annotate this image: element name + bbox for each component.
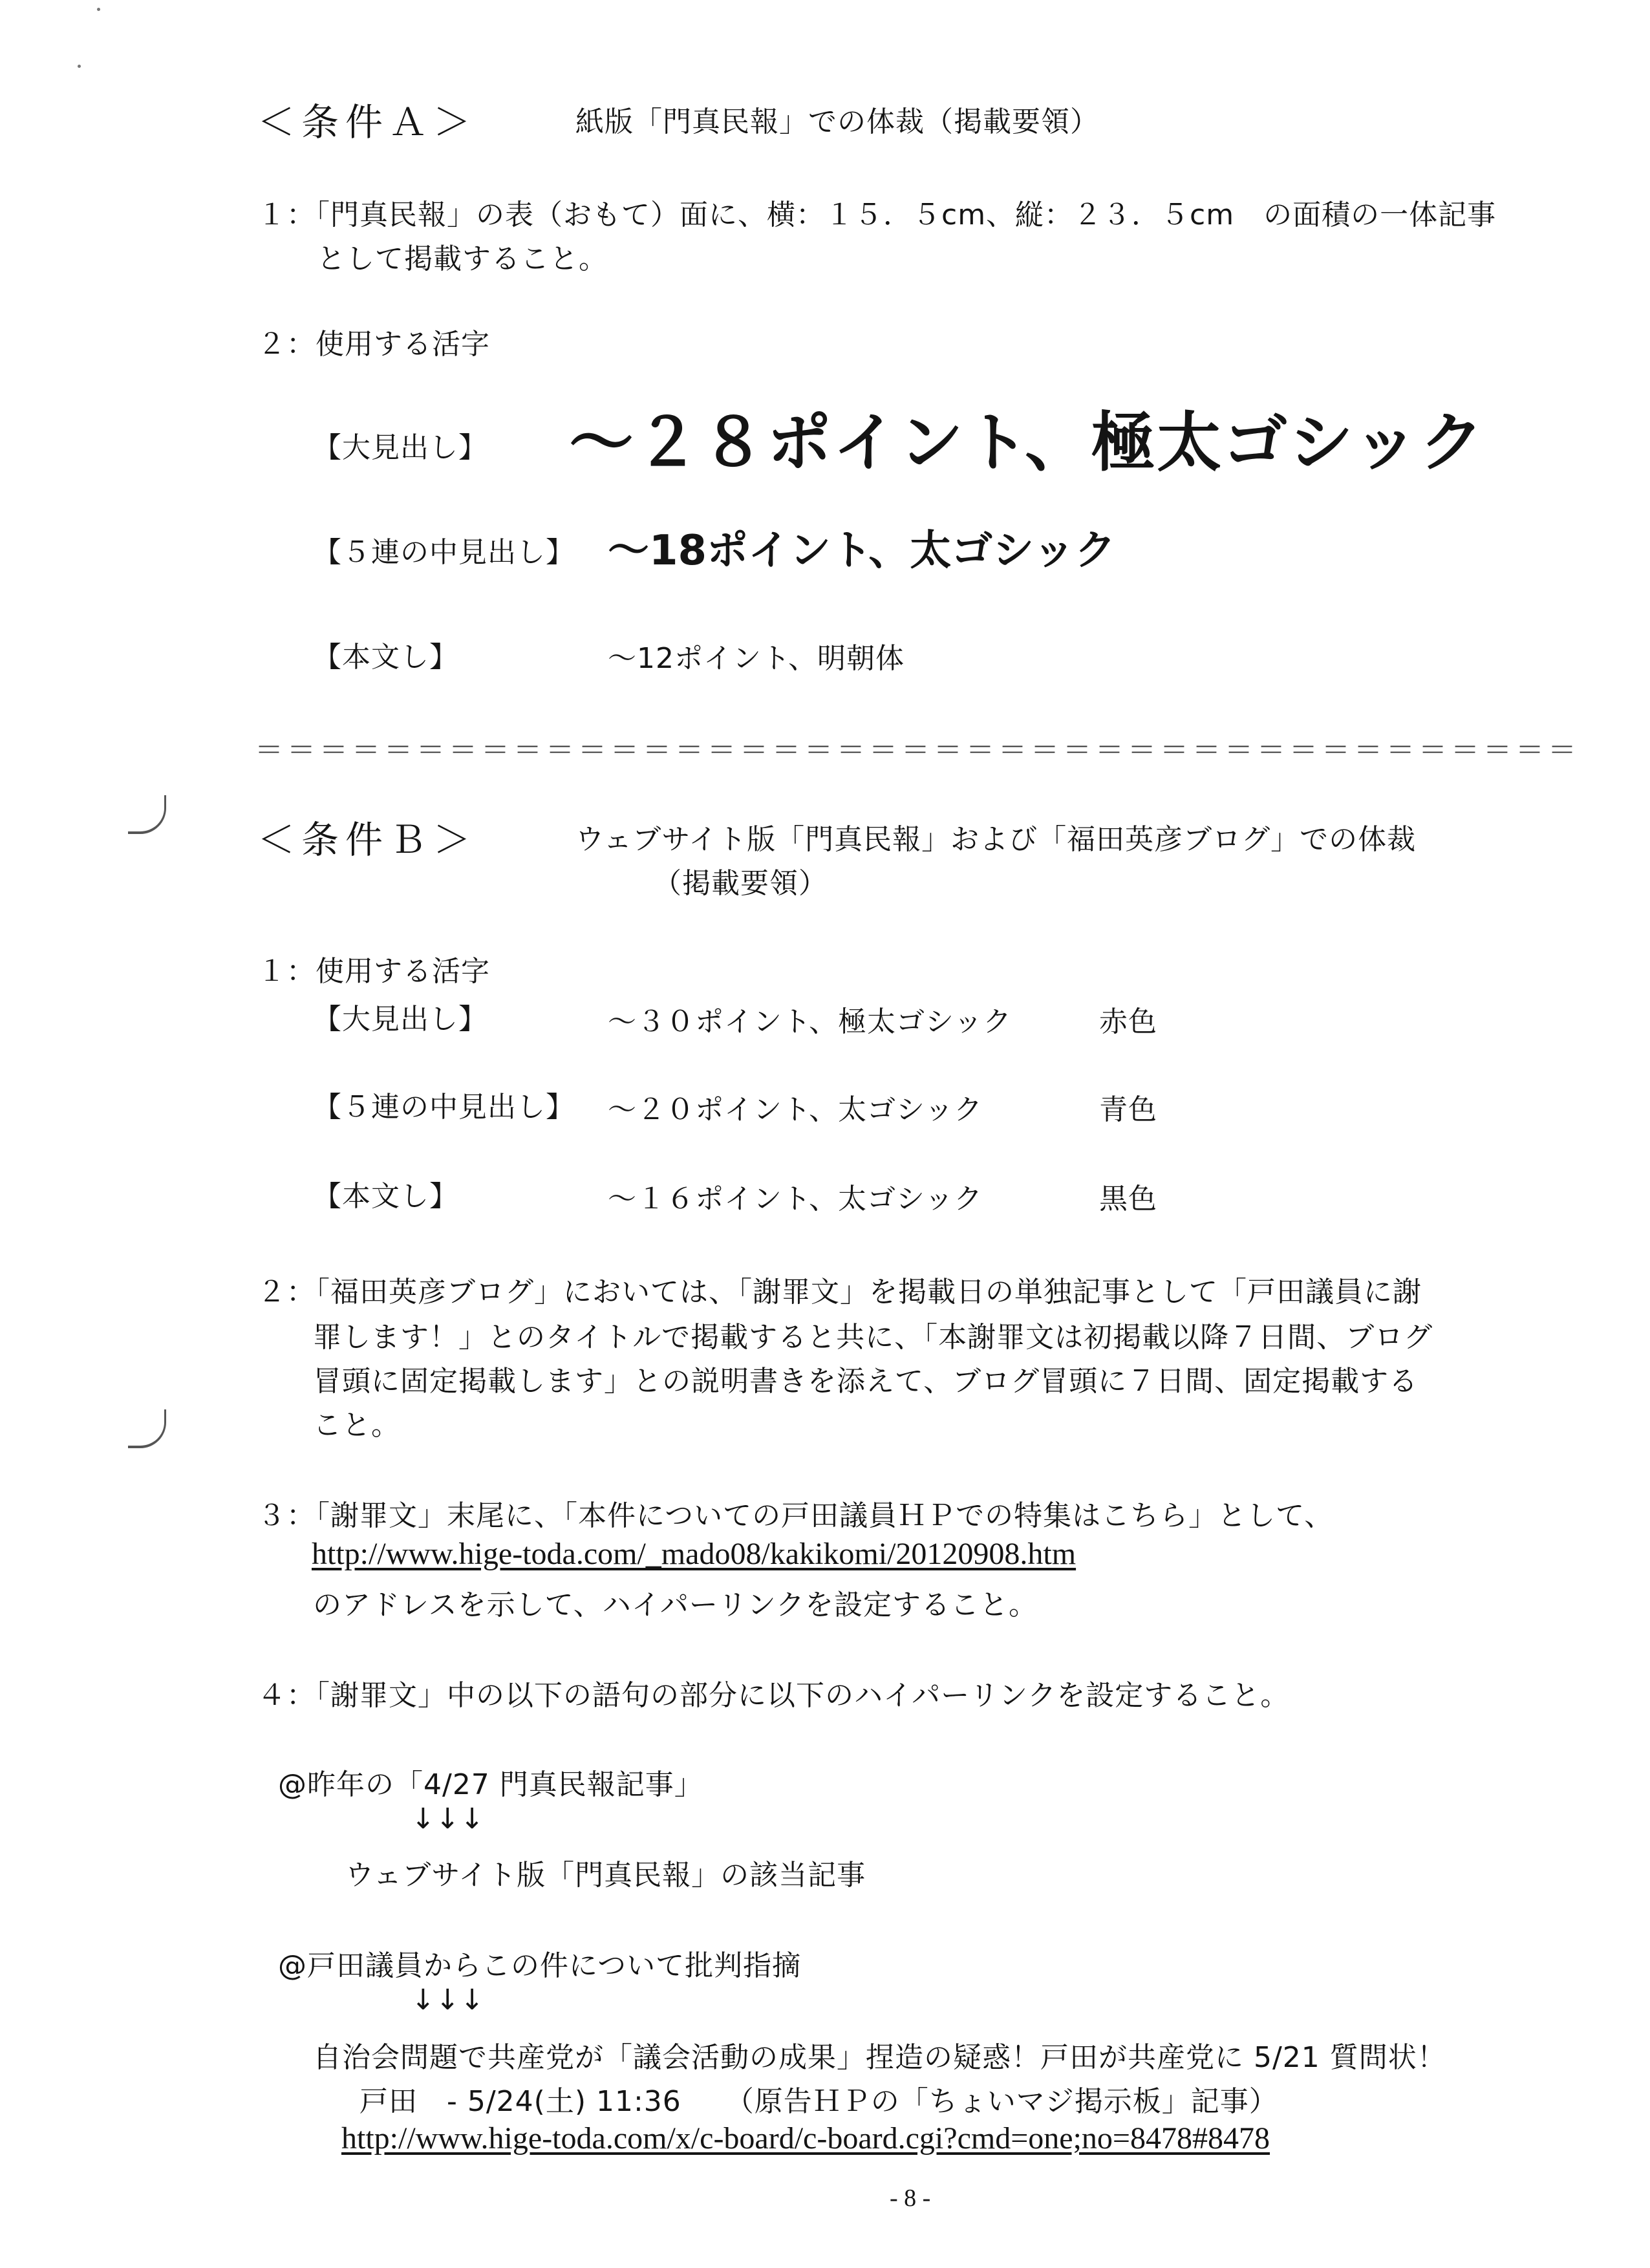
condition-a-item1-line2: として掲載すること。: [317, 242, 608, 275]
condition-b-heading-sub: （掲載要領）: [653, 867, 828, 900]
link2-source-phrase: @戸田議員からこの件について批判指摘: [278, 1949, 802, 1982]
condition-b-row-color: 青色: [1099, 1093, 1157, 1126]
condition-a-item2: ２：使用する活字: [257, 328, 490, 361]
condition-b-row-label: 【大見出し】: [313, 1003, 488, 1036]
binder-hole-mark: [128, 795, 166, 834]
condition-a-body-value: ～12ポイント、明朝体: [608, 642, 905, 675]
condition-b-item4: ４：「謝罪文」中の以下の語句の部分に以下のハイパーリンクを設定すること。: [257, 1679, 1290, 1712]
scan-speck: [78, 65, 81, 68]
condition-b-item1: １：使用する活字: [257, 955, 490, 988]
condition-b-row-value: ～１６ポイント、太ゴシック: [608, 1182, 983, 1215]
condition-b-item3-line3: のアドレスを示して、ハイパーリンクを設定すること。: [313, 1589, 1038, 1621]
condition-b-item3-url[interactable]: http://www.hige-toda.com/_mado08/kakikomi/20120908.htm: [312, 1537, 1077, 1571]
down-arrows-icon: ↓↓↓: [411, 1803, 485, 1835]
condition-b-row-label: 【本文し】: [313, 1180, 458, 1213]
link2-url[interactable]: http://www.hige-toda.com/x/c-board/c-board.cgi?cmd=one;no=8478#8478: [341, 2121, 1270, 2156]
section-separator: ＝＝＝＝＝＝＝＝＝＝＝＝＝＝＝＝＝＝＝＝＝＝＝＝＝＝＝＝＝＝＝＝＝＝＝＝＝＝＝＝＝: [255, 734, 1580, 767]
down-arrows-icon: ↓↓↓: [411, 1984, 485, 2017]
condition-a-heading: 紙版「門真民報」での体裁（掲載要領）: [575, 105, 1099, 138]
link2-target-line1: 自治会問題で共産党が「議会活動の成果」捏造の疑惑！戸田が共産党に 5/21 質問状！: [313, 2041, 1446, 2074]
condition-b-item2-line: 冒頭に固定掲載します」との説明書きを添えて、ブログ冒頭に７日間、固定掲載する: [313, 1365, 1419, 1398]
condition-b-row-color: 赤色: [1099, 1005, 1157, 1038]
condition-a-mid-value: ～18ポイント、太ゴシック: [608, 527, 1117, 575]
condition-a-big-value: ～２８ポイント、極太ゴシック: [569, 405, 1485, 480]
scan-speck: [97, 8, 100, 11]
condition-b-tag: ＜条件Ｂ＞: [257, 818, 478, 862]
condition-b-item3-line1: ３：「謝罪文」末尾に、「本件についての戸田議員ＨＰでの特集はこちら」として、: [257, 1499, 1334, 1532]
condition-a-item1-line1: １：「門真民報」の表（おもて）面に、横：１５．５cm、縦：２３．５cm の面積の一体記事: [257, 198, 1497, 231]
condition-a-tag: ＜条件Ａ＞: [257, 100, 478, 144]
page-number: - 8 -: [890, 2185, 931, 2212]
condition-b-row-label: 【５連の中見出し】: [313, 1091, 575, 1124]
condition-b-row-value: ～２０ポイント、太ゴシック: [608, 1093, 983, 1126]
condition-b-item2-line: 罪します！」とのタイトルで掲載すると共に、「本謝罪文は初掲載以降７日間、ブログ: [313, 1321, 1433, 1354]
condition-b-heading: ウェブサイト版「門真民報」および「福田英彦ブログ」での体裁: [575, 823, 1417, 856]
link2-target-line2: 戸田 - 5/24(土) 11:36 （原告ＨＰの「ちょいマジ掲示板」記事）: [359, 2085, 1278, 2118]
condition-a-mid-label: 【５連の中見出し】: [313, 536, 575, 569]
condition-b-row-color: 黒色: [1099, 1182, 1157, 1215]
condition-b-item2-line: ２：「福田英彦ブログ」においては、「謝罪文」を掲載日の単独記事として「戸田議員に謝: [257, 1276, 1422, 1309]
binder-hole-mark: [128, 1409, 166, 1448]
link1-source-phrase: @昨年の「4/27 門真民報記事」: [278, 1768, 703, 1801]
condition-a-body-label: 【本文し】: [313, 641, 458, 674]
condition-b-row-value: ～３０ポイント、極太ゴシック: [608, 1005, 1012, 1038]
condition-a-big-label: 【大見出し】: [313, 431, 488, 464]
condition-b-item2-line: こと。: [313, 1409, 400, 1442]
link1-target: ウェブサイト版「門真民報」の該当記事: [345, 1859, 866, 1892]
